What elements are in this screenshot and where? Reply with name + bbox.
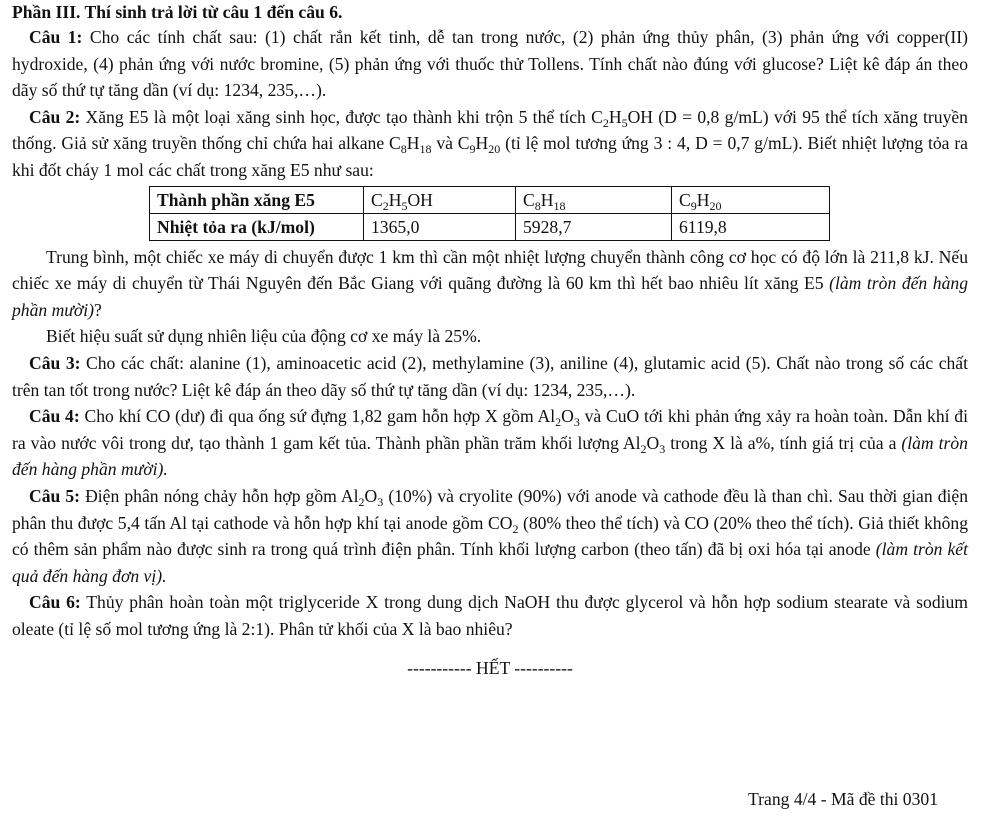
question-2: [12, 104, 968, 184]
table-row-label: Nhiệt tỏa ra (kJ/mol): [150, 213, 364, 240]
subscript: 2: [382, 198, 389, 213]
question-2-paragraph-3: Biết hiệu suất sử dụng nhiên liệu của động cơ xe máy là 25%.: [46, 326, 482, 347]
table-cell: 6119,8: [672, 213, 830, 240]
question-2-text: Xăng E5 là một loại xăng sinh học, được tạo thành khi trộn 5 thể tích C: [80, 106, 603, 127]
question-1-text: Cho các tính chất sau: (1) chất rắn kết tinh, dễ tan trong nước, (2) phản ứng thủy phân, (3) phản ứng với copper(II) hydroxide, (4) phản ứng với nước bromine, (5) phản ứng với thuốc thử Tollens. Tính chất nào đúng với glucose? Liệt kê đáp án theo dãy số thứ tự tăng dần (ví dụ: 1234, 235,…).: [12, 27, 969, 101]
heat-table: [149, 186, 830, 241]
question-5-text: (80% theo thể tích) và CO (20% theo thể tích). Giả thiết không có thêm sản phẩm nào được sinh ra trong quá trình điện phân. Tính khối lượng carbon (theo tấn) đã bị oxi hóa tại anode: [12, 512, 968, 560]
question-2-label: Câu 2:: [29, 106, 81, 127]
page-footer: Trang 4/4 - Mã đề thi 0301: [748, 789, 938, 809]
subscript: 18: [419, 142, 432, 157]
subscript: 3: [573, 415, 580, 430]
question-1: [12, 24, 968, 104]
question-5-text: Điện phân nóng chảy hỗn hợp gồm Al: [80, 485, 359, 506]
section-instruction: Thí sinh trả lời từ câu 1 đến câu 6.: [80, 2, 343, 22]
subscript: 3: [659, 441, 666, 456]
question-4-text: và CuO tới khi phản ứng xảy ra hoàn toàn. Dẫn khí đi ra vào nước vôi trong dư, tạo thành 1 gam kết tủa. Thành phần phần trăm khối lượng Al: [12, 406, 968, 453]
question-2-text: (tỉ lệ mol tương ứng 3 : 4, D = 0,7 g/mL). Biết nhiệt lượng tỏa ra khi đốt cháy 1 mol các chất trong xăng E5 như sau:: [12, 133, 968, 180]
subscript: 20: [488, 142, 501, 157]
question-6: [12, 589, 968, 642]
subscript: 18: [553, 198, 566, 213]
subscript: 8: [534, 198, 541, 213]
subscript: 2: [358, 494, 365, 509]
table-row: [150, 186, 830, 213]
rounding-note: (làm tròn kết quả đến hàng đơn vị).: [12, 539, 968, 586]
column-c2h5oh: $C_2H_5OH$: [364, 186, 516, 213]
question-2-text: H: [475, 133, 489, 154]
subscript: 2: [555, 415, 562, 430]
table-header-label: Thành phần xăng E5: [150, 186, 364, 213]
question-4-text: trong X là a%, tính giá trị của a: [665, 432, 902, 453]
table-cell: 5928,7: [516, 213, 672, 240]
question-2-text: OH (D = 0,8 g/mL) với 95 thể tích xăng truyền thống. Giả sử xăng truyền thống chỉ chứa hai alkane C: [12, 106, 968, 154]
subscript: 3: [377, 494, 384, 509]
table-row: [150, 213, 830, 240]
question-5-text: (10%) và cryolite (90%) với anode và cathode đều là than chì. Sau thời gian điện phân thu được 5,4 tấn Al tại cathode và hỗn hợp khí tại anode gồm CO: [12, 485, 969, 533]
question-6-text: Thủy phân hoàn toàn một triglyceride X trong dung dịch NaOH thu được glycerol và hỗn hợp sodium stearate và sodium oleate (tỉ lệ số mol tương ứng là 2:1). Phân tử khối của X là bao nhiêu?: [12, 592, 968, 639]
rounding-note: (làm tròn đến hàng phần mười).: [12, 432, 968, 480]
question-5-label: Câu 5:: [29, 485, 81, 506]
subscript: 9: [469, 142, 476, 157]
question-2-text: và C: [431, 133, 470, 154]
question-4-label: Câu 4:: [29, 406, 80, 427]
question-3: [12, 350, 968, 403]
question-3-label: Câu 3:: [29, 352, 81, 373]
section-title: Phần III.: [12, 2, 81, 22]
question-2-paragraph-2: [12, 244, 968, 324]
question-4: [12, 403, 968, 483]
subscript: 2: [640, 441, 647, 456]
subscript: 8: [400, 142, 407, 157]
table-cell: 1365,0: [364, 213, 516, 240]
subscript: 9: [690, 198, 697, 213]
question-3-text: Cho các chất: alanine (1), aminoacetic acid (2), methylamine (3), aniline (4), glutamic acid (5). Chất nào trong số các chất trên tan tốt trong nước? Liệt kê đáp án theo dãy số thứ tự tăng dần (ví dụ: 1234, 235,…).: [12, 352, 969, 400]
subscript: 5: [621, 115, 628, 130]
question-2-text: ?: [94, 299, 102, 320]
question-4-text: O: [646, 432, 660, 453]
subscript: 2: [512, 521, 519, 536]
question-2-text: H: [406, 133, 420, 154]
question-2-text: Trung bình, một chiếc xe máy di chuyển được 1 km thì cần một nhiệt lượng chuyển thành công cơ học có độ lớn là 211,8 kJ. Nếu chiếc xe máy di chuyển từ Thái Nguyên đến Bắc Giang với quãng đường là 60 km thì hết bao nhiêu lít xăng E5: [12, 246, 968, 294]
column-c8h18: $C_8H_{18}$: [516, 186, 672, 213]
question-4-text: Cho khí CO (dư) đi qua ống sứ đựng 1,82 gam hỗn hợp X gồm Al: [79, 406, 556, 427]
question-2-text: H: [608, 106, 622, 127]
question-1-label: Câu 1:: [29, 27, 83, 47]
section-header: [12, 0, 968, 24]
end-marker: ----------- HẾT ----------: [407, 658, 573, 679]
question-4-text: O: [561, 406, 574, 427]
rounding-note: (làm tròn đến hàng phần mười): [12, 273, 968, 320]
question-6-label: Câu 6:: [29, 592, 81, 613]
column-c9h20: $C_9H_{20}$: [672, 186, 830, 213]
subscript: 2: [602, 115, 609, 130]
subscript: 5: [401, 198, 408, 213]
subscript: 20: [709, 198, 722, 213]
question-5-text: O: [364, 485, 378, 506]
question-5: [12, 483, 968, 589]
